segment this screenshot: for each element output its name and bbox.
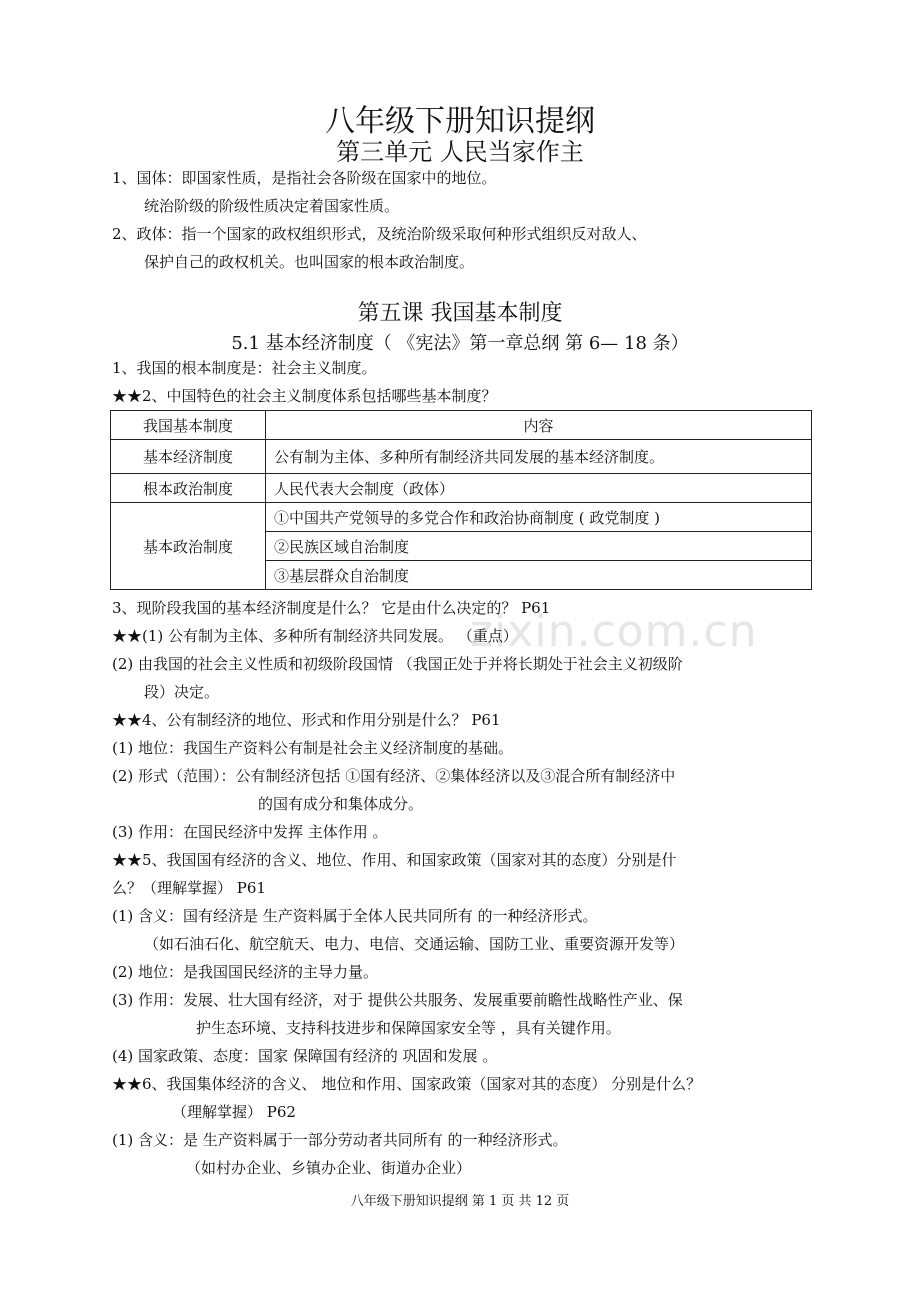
intro-line-2: 统治阶级的阶级性质决定着国家性质。 (144, 197, 400, 215)
page-footer: 八年级下册知识提纲 第 1 页 共 12 页 (350, 1194, 570, 1209)
body-line: 么？（理解掌握） P61 (112, 879, 266, 897)
table-cell: ①中国共产党领导的多党合作和政治协商制度 ( 政党制度 ) (266, 503, 812, 532)
table-row (111, 503, 812, 532)
body-line: （如村办企业、乡镇办企业、街道办企业） (186, 1159, 472, 1177)
intro-line-4: 保护自己的政权机关。也叫国家的根本政治制度。 (144, 253, 475, 271)
document-title: 八年级下册知识提纲 (325, 104, 595, 139)
unit-title: 第三单元 人民当家作主 (336, 138, 584, 166)
body-line: (3) 作用：在国民经济中发挥 主体作用 。 (112, 823, 388, 841)
body-line: （理解掌握） P62 (172, 1103, 296, 1121)
question-2: ★★2、中国特色的社会主义制度体系包括哪些基本制度？ (112, 387, 497, 405)
table-cell: 基本经济制度 (111, 440, 266, 474)
body-line: (4) 国家政策、态度：国家 保障国有经济的 巩固和发展 。 (112, 1047, 498, 1065)
body-line: ★★5、我国国有经济的含义、地位、作用、和国家政策（国家对其的态度）分别是什 (112, 851, 677, 869)
body-line: (2) 形式（范围）：公有制经济包括 ①国有经济、②集体经济以及③混合所有制经济中 (112, 767, 676, 785)
body-line: 的国有成分和集体成分。 (258, 795, 424, 813)
body-line: ★★4、公有制经济的地位、形式和作用分别是什么？ P61 (112, 711, 501, 729)
body-line: (2) 由我国的社会主义性质和初级阶段国情 （我国正处于并将长期处于社会主义初级阶 (112, 655, 683, 673)
body-line: (3) 作用：发展、壮大国有经济，对于 提供公共服务、发展重要前瞻性战略性产业、保 (112, 991, 683, 1009)
body-line: （如石油石化、航空航天、电力、电信、交通运输、国防工业、重要资源开发等） (144, 935, 685, 953)
body-line: (1) 地位：我国生产资料公有制是社会主义经济制度的基础。 (112, 739, 514, 757)
table-cell: 根本政治制度 (111, 474, 266, 503)
basic-systems-table (110, 410, 812, 590)
body-line: 段）决定。 (144, 683, 220, 701)
table-cell: 公有制为主体、多种所有制经济共同发展的基本经济制度。 (266, 440, 812, 474)
body-line: 3、现阶段我国的基本经济制度是什么？ 它是由什么决定的？ P61 (112, 599, 551, 617)
question-1: 1、我国的根本制度是：社会主义制度。 (112, 359, 377, 377)
table-row (111, 440, 812, 474)
body-line: (1) 含义：国有经济是 生产资料属于全体人民共同所有 的一种经济形式。 (112, 907, 598, 925)
table-cell: ②民族区域自治制度 (266, 532, 812, 561)
intro-line-3: 2、政体：指一个国家的政权组织形式，及统治阶级采取何种形式组织反对敌人、 (112, 225, 647, 243)
watermark: zixin.com.cn (470, 606, 758, 657)
table-header-row (111, 411, 812, 440)
section-title: 5.1 基本经济制度（ 《宪法》第一章总纲 第 6— 18 条） (231, 333, 689, 354)
body-line: (2) 地位：是我国国民经济的主导力量。 (112, 963, 379, 981)
body-line: (1) 含义：是 生产资料属于一部分劳动者共同所有 的一种经济形式。 (112, 1131, 568, 1149)
lesson-title: 第五课 我国基本制度 (357, 301, 563, 326)
body-line: ★★6、我国集体经济的含义、 地位和作用、国家政策（国家对其的态度） 分别是什么？ (112, 1075, 702, 1093)
table-header-cell: 我国基本制度 (111, 411, 266, 440)
table-cell: ③基层群众自治制度 (266, 561, 812, 590)
table-cell: 人民代表大会制度（政体） (266, 474, 812, 503)
table-row (111, 474, 812, 503)
body-line: ★★(1) 公有制为主体、多种所有制经济共同发展。 （重点） (112, 627, 518, 645)
body-line: 护生态环境、支持科技进步和保障国家安全等 ，具有关键作用。 (196, 1019, 621, 1037)
table-cell: 基本政治制度 (111, 503, 266, 590)
table-header-cell: 内容 (266, 411, 812, 440)
intro-line-1: 1、国体：即国家性质，是指社会各阶级在国家中的地位。 (112, 169, 497, 187)
